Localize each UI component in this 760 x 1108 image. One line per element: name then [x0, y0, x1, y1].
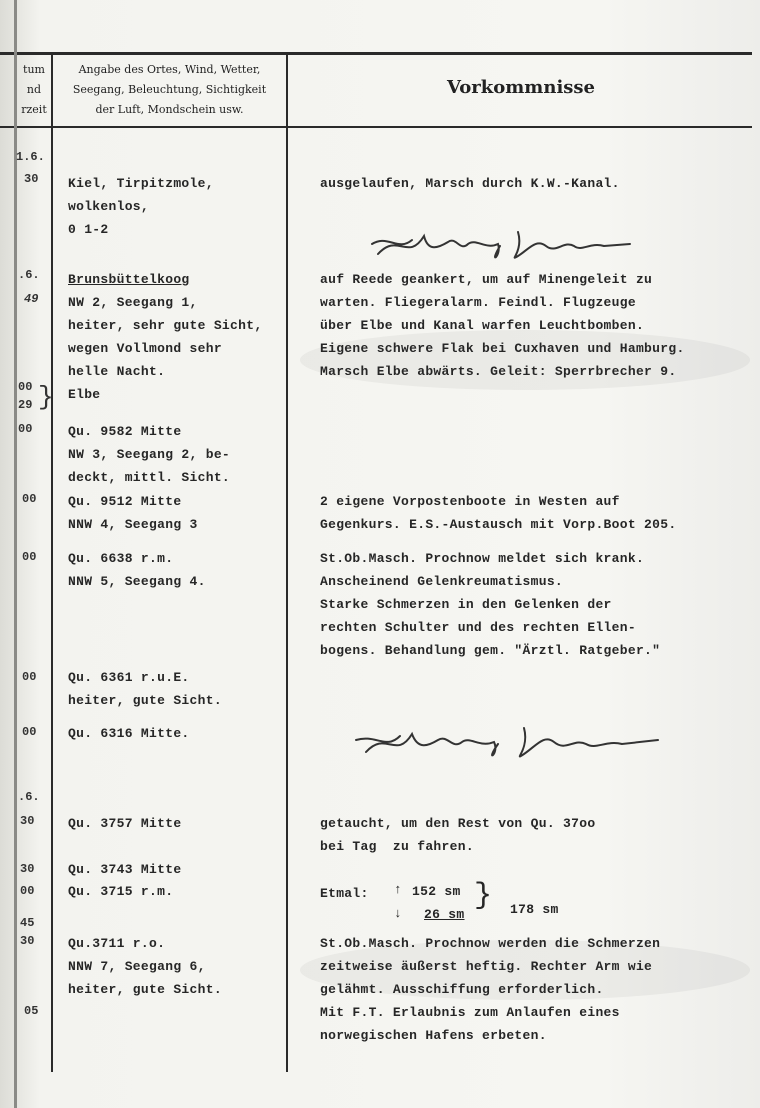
- time-5: 00: [22, 492, 37, 506]
- entry-4-place: Qu. 9512 Mitte NNW 4, Seegang 3: [68, 494, 198, 532]
- signature-2: [352, 720, 672, 770]
- header-place-line3: der Luft, Mondschein usw.: [95, 103, 244, 116]
- time-7: 00: [22, 670, 37, 684]
- header-bottom-rule: [0, 126, 752, 128]
- time-4: 00: [18, 422, 33, 436]
- entry-2-place-title: Brunsbüttelkoog: [68, 272, 190, 287]
- etmal-total: 178 sm: [510, 902, 559, 917]
- entry-11-place: Qu.3711 r.o. NNW 7, Seegang 6, heiter, gute Sicht.: [68, 936, 222, 997]
- arrow-down-icon: ↓: [394, 906, 403, 921]
- scan-smudge: [300, 330, 750, 390]
- entry-6-place: Qu. 6361 r.u.E. heiter, gute Sicht.: [68, 670, 222, 708]
- time-11: 00: [20, 884, 35, 898]
- time-12: 45: [20, 916, 35, 930]
- date-2: .6.: [18, 268, 40, 282]
- header-time-line1: tum: [23, 63, 45, 76]
- etmal-label: Etmal:: [320, 886, 369, 901]
- date-3: .6.: [18, 790, 40, 804]
- time-2: 49: [24, 292, 39, 306]
- header-time-line2: nd: [26, 83, 42, 96]
- entry-2-event: auf Reede geankert, um auf Minengeleit zu warten. Fliegeralarm. Feindl. Flugzeuge über Elbe und Kanal warfen Leuchtbomben. Eigene schwere Flak bei Cuxhaven und Hamburg. Marsch Elbe abwärts. Geleit: Sperrbrecher 9.: [320, 272, 685, 379]
- time-3b: 29: [18, 398, 33, 412]
- signature-1: [368, 222, 648, 272]
- entry-1-place: Kiel, Tirpitzmole, wolkenlos, 0 1-2: [68, 176, 214, 237]
- entry-5-event: St.Ob.Masch. Prochnow meldet sich krank. Anscheinend Gelenkreumatismus. Starke Schmerzen in den Gelenken der rechten Schulter und des rechten Ellen- bogens. Behandlung gem. "Ärztl. Ratgeber.": [320, 551, 661, 658]
- scan-smudge: [300, 940, 750, 1000]
- header-place-line2: Seegang, Beleuchtung, Sichtigkeit: [72, 83, 267, 96]
- entry-11-event: St.Ob.Masch. Prochnow werden die Schmerzen zeitweise äußerst heftig. Rechter Arm wie gelähmt. Ausschiffung erforderlich. Mit F.T. Erlaubnis zum Anlaufen eines norwegischen Hafens erbeten.: [320, 936, 661, 1043]
- entry-7-place: Qu. 6316 Mitte.: [68, 726, 190, 741]
- time-10: 30: [20, 862, 35, 876]
- etmal-up: 152 sm: [412, 884, 461, 899]
- header-place-line1: Angabe des Ortes, Wind, Wetter,: [78, 63, 261, 76]
- entry-8-place: Qu. 3757 Mitte: [68, 816, 182, 831]
- column-rule-left: [51, 52, 53, 1072]
- entry-1-event: ausgelaufen, Marsch durch K.W.-Kanal.: [320, 176, 620, 191]
- time-14: 05: [24, 1004, 39, 1018]
- time-9: 30: [20, 814, 35, 828]
- etmal-brace: }: [474, 879, 493, 913]
- entry-9-place: Qu. 3743 Mitte: [68, 862, 182, 877]
- entry-4-event: 2 eigene Vorpostenboote in Westen auf Gegenkurs. E.S.-Austausch mit Vorp.Boot 205.: [320, 494, 677, 532]
- header-time-line3: rzeit: [21, 103, 47, 116]
- entry-8-event: getaucht, um den Rest von Qu. 37oo bei Tag zu fahren.: [320, 816, 596, 854]
- time-6: 00: [22, 550, 37, 564]
- date-1: 1.6.: [16, 150, 45, 164]
- entry-5-place: Qu. 6638 r.m. NNW 5, Seegang 4.: [68, 551, 206, 589]
- entry-2-place: NW 2, Seegang 1, heiter, sehr gute Sicht, wegen Vollmond sehr helle Nacht. Elbe: [68, 295, 263, 402]
- entry-3-place: Qu. 9582 Mitte NW 3, Seegang 2, be- deckt, mittl. Sicht.: [68, 424, 231, 485]
- time-3a: 00: [18, 380, 33, 394]
- brace-mark: }: [38, 382, 54, 412]
- header-col-time: [18, 60, 50, 120]
- top-rule: [0, 52, 752, 55]
- time-13: 30: [20, 934, 35, 948]
- time-1: 30: [24, 172, 39, 186]
- header-col-events: Vorkommnisse: [446, 77, 596, 98]
- header-col-place: [55, 60, 284, 120]
- arrow-up-icon: ↑: [394, 882, 403, 897]
- time-8: 00: [22, 725, 37, 739]
- etmal-down: 26 sm: [424, 907, 465, 922]
- entry-10-place: Qu. 3715 r.m.: [68, 884, 174, 899]
- column-rule-middle: [286, 52, 288, 1072]
- left-edge-rule: [14, 0, 17, 1108]
